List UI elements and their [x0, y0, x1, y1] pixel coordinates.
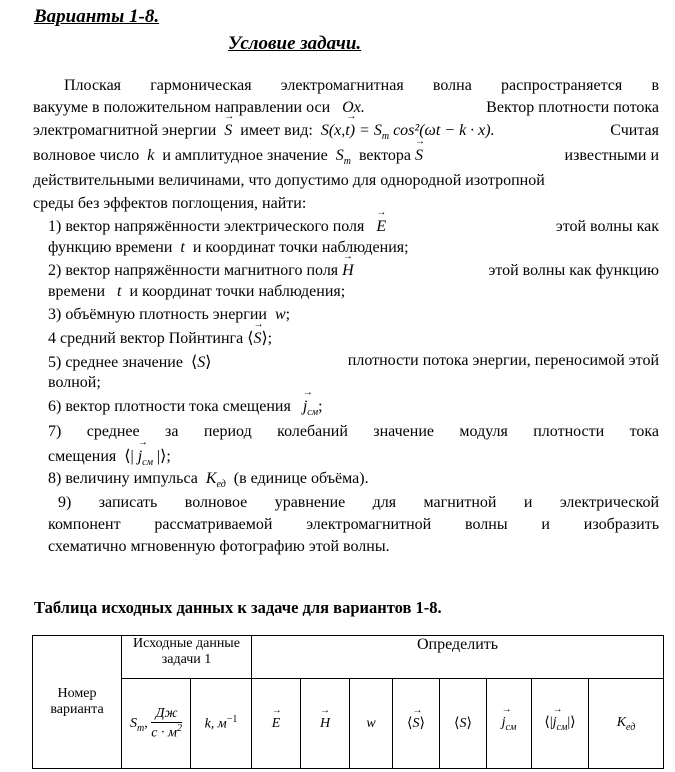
- intro-line-4: волновое число k и амплитудное значение $S_m$ вектора → S известными и: [33, 147, 659, 167]
- item-9-line-2: компонент рассматриваемой электромагнитной волны и изобразить: [48, 516, 659, 533]
- col-E: → E: [252, 679, 301, 769]
- formula: → $S(x,t) = S_m$ cos²(ωt − k · x).: [321, 122, 495, 139]
- col-w: w: [350, 679, 393, 769]
- intro-line-3: электромагнитной энергии → S имеет вид: → $S(x,t) = S_m$ cos²(ωt − k · x). Считая: [33, 122, 659, 142]
- S-vector-symbol: → S: [224, 122, 232, 140]
- item-7-line-2: смещения ⟨| → $j_{см}$ |⟩;: [48, 446, 674, 468]
- col-j: → $j_{см}$: [487, 679, 532, 769]
- item-2-line-2: времени t и координат точки наблюдения;: [48, 283, 346, 300]
- item-5-line-1: 5) среднее значение ⟨S⟩ плотности потока энергии, переносимой этой: [48, 352, 659, 371]
- intro-line-2: вакууме в положительном направлении оси Ox. Вектор плотности потока: [33, 99, 659, 116]
- col-K: $K_{ед}$: [589, 679, 664, 769]
- item-4: 4 средний вектор Пойнтинга ⟨→ S⟩;: [48, 328, 674, 348]
- intro-line-5: действительными величинами, что допустимо для однородной изотропной: [33, 172, 545, 189]
- intro-line-1: Плоская гармоническая электромагнитная волна распространяется в: [64, 77, 659, 94]
- variants-header: Варианты 1-8.: [34, 6, 160, 27]
- col-Sm: $S_m$, Дж $c \cdot м^2$: [122, 679, 191, 769]
- item-3: 3) объёмную плотность энергии w;: [48, 306, 291, 323]
- table-title: Таблица исходных данных к задаче для вариантов 1-8.: [34, 598, 442, 617]
- item-8: 8) величину импульса $K_{ед}$ (в единице объёма).: [48, 470, 369, 491]
- col-k: k, $м^{-1}$: [191, 679, 252, 769]
- intro-line-6: среды без эффектов поглощения, найти:: [33, 195, 307, 212]
- condition-header: Условие задачи.: [228, 33, 362, 54]
- header-input: Исходные данные задачи 1: [122, 636, 252, 679]
- item-9-line-3: схематично мгновенную фотографию этой волны.: [48, 538, 390, 555]
- col-S-avg: ⟨S⟩: [440, 679, 487, 769]
- item-2-line-1: 2) вектор напряжённости магнитного поля → H этой волны как функцию: [48, 262, 659, 280]
- data-table: [32, 635, 664, 769]
- col-H: → H: [301, 679, 350, 769]
- header-variant: Номер варианта: [33, 636, 122, 769]
- item-7-line-1: 7) среднее за период колебаний значение модуля плотности тока: [48, 423, 659, 440]
- col-j-avg: ⟨|→ $j_{см}|⟩$: [532, 679, 589, 769]
- col-S-vec-avg: ⟨→ S⟩: [393, 679, 440, 769]
- item-9-line-1: 9) записать волновое уравнение для магнитной и электрической: [58, 494, 659, 511]
- item-1-line-1: 1) вектор напряжённости электрического поля → E этой волны как: [48, 218, 659, 236]
- header-determine: Определить: [252, 636, 664, 679]
- item-5-line-2: волной;: [48, 374, 101, 391]
- item-6: 6) вектор плотности тока смещения → $j_{см}$;: [48, 398, 674, 418]
- item-1-line-2: функцию времени t и координат точки наблюдения;: [48, 239, 409, 256]
